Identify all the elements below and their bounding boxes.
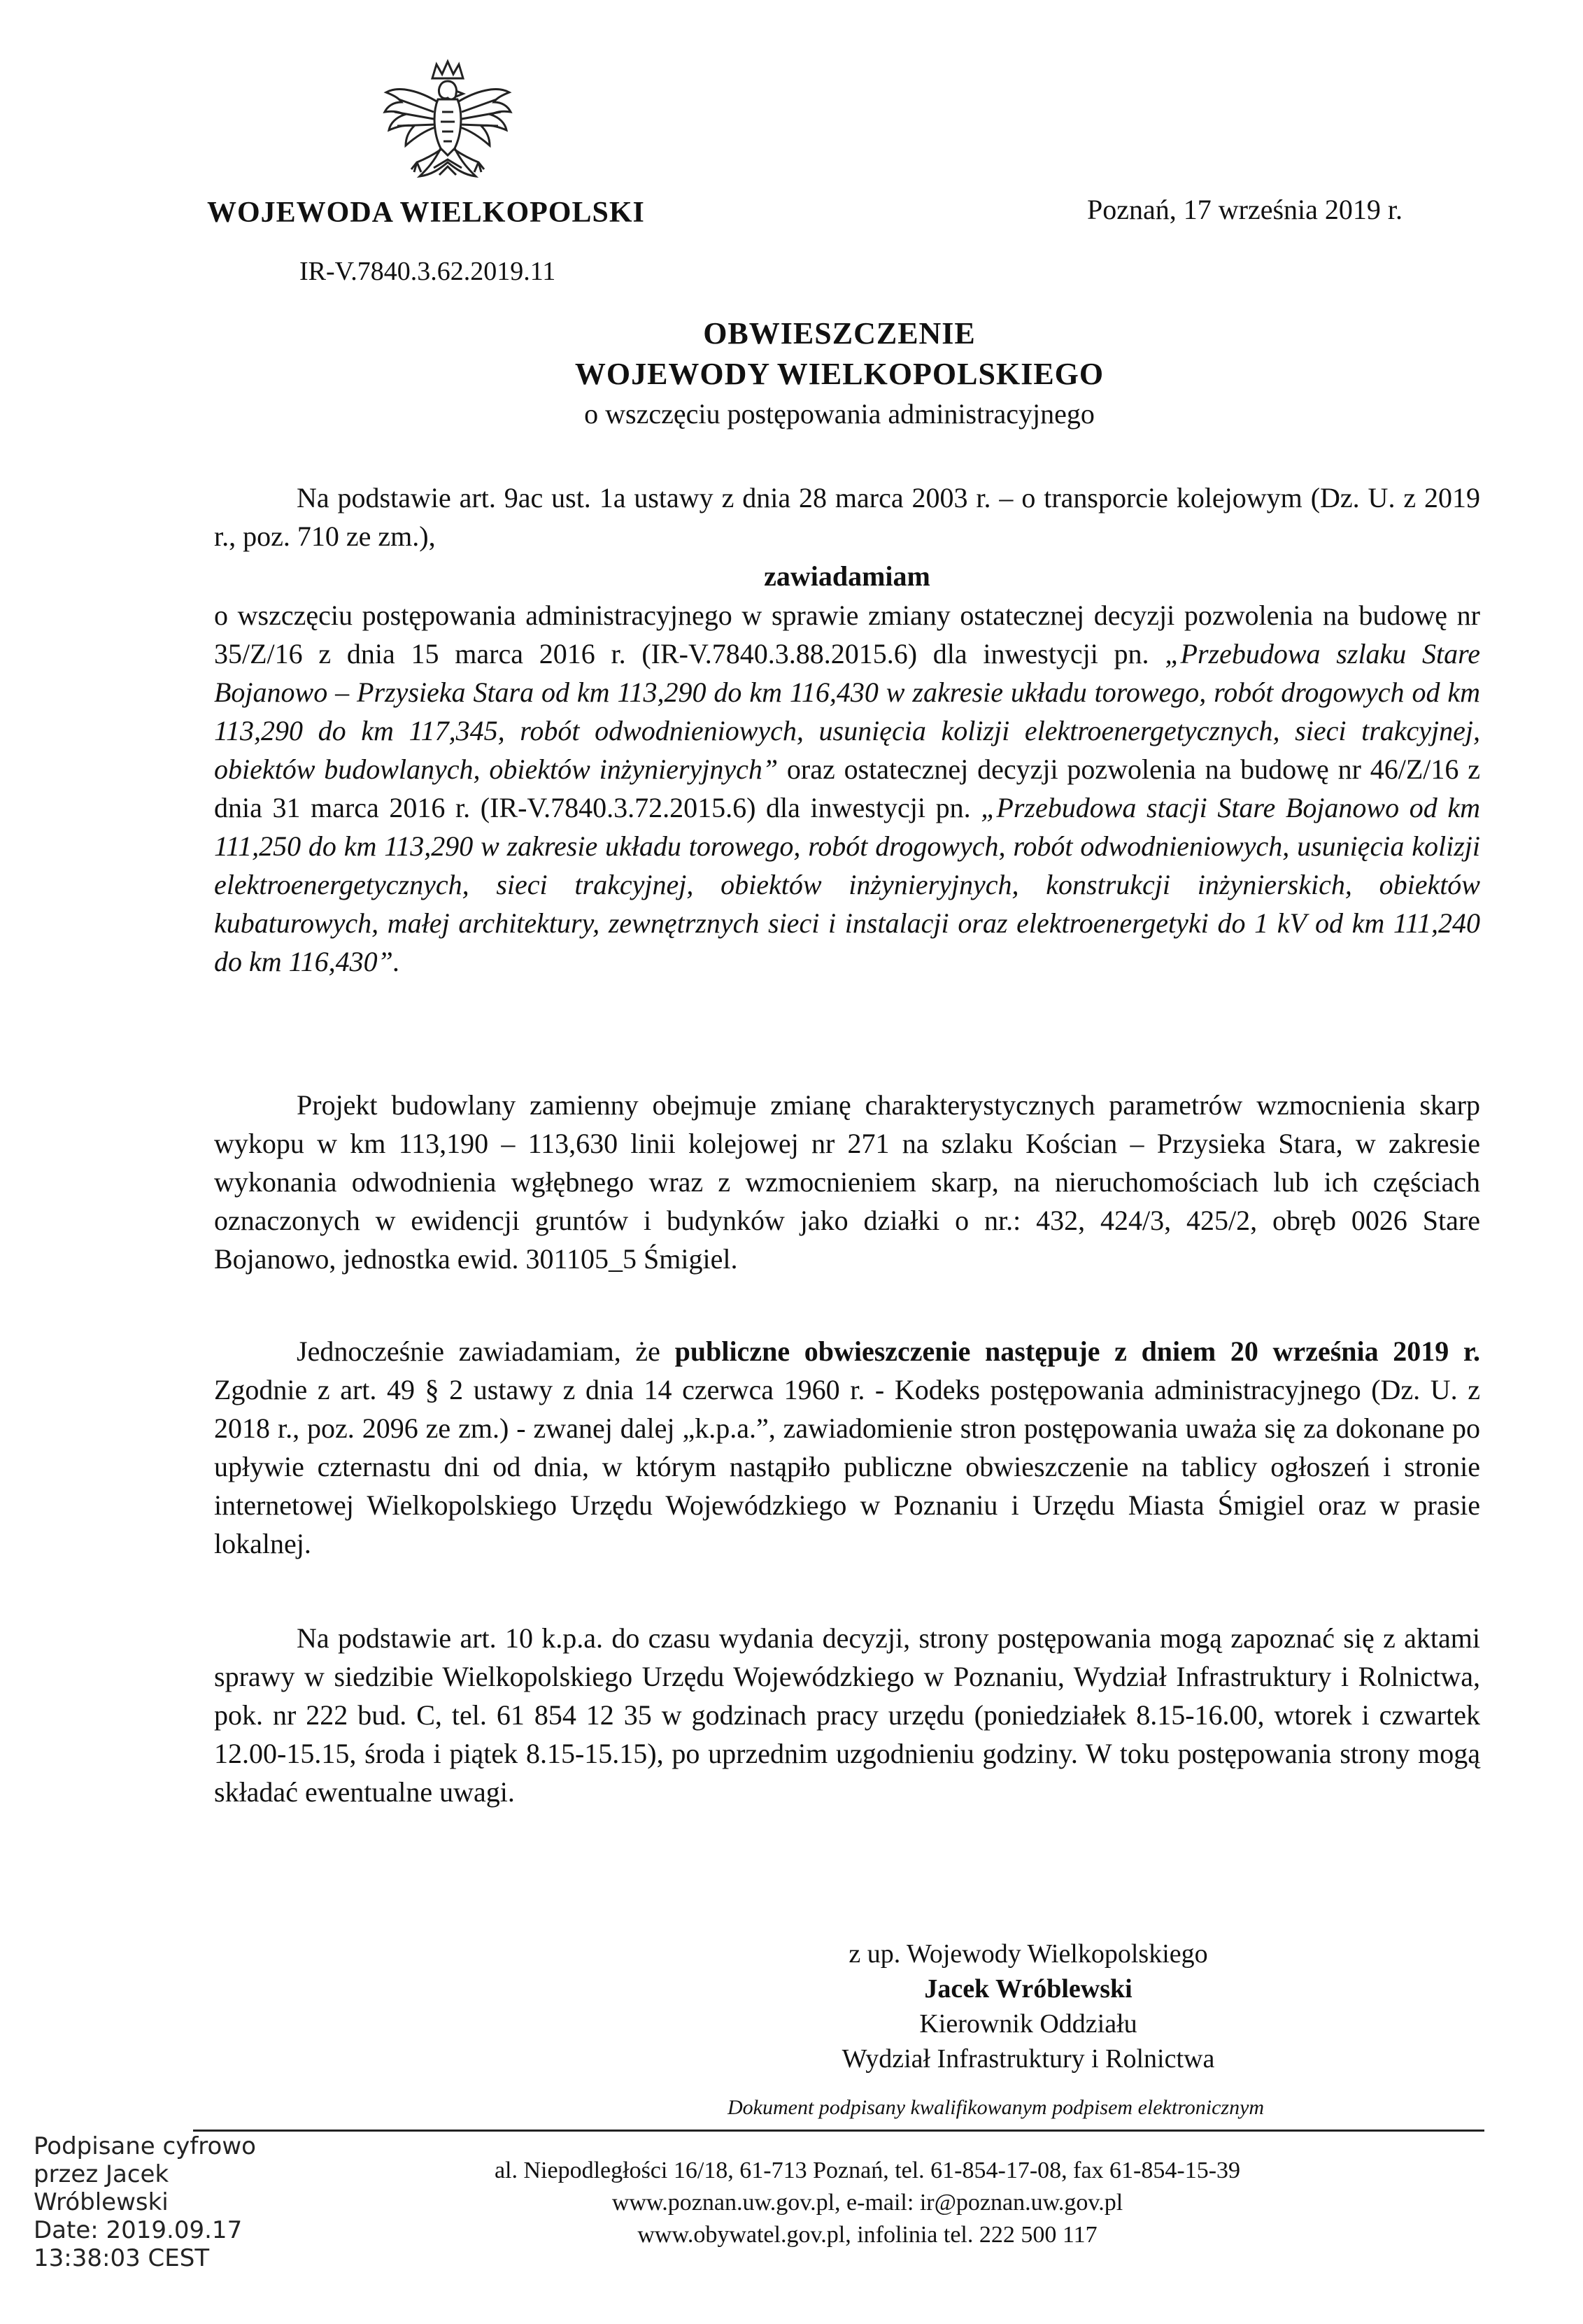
place-and-date: Poznań, 17 września 2019 r. xyxy=(1087,194,1403,225)
signatory-position: Kierownik Oddziału xyxy=(919,2009,1137,2039)
digital-signature-line: przez Jacek xyxy=(34,2160,169,2188)
footer-web-email: www.poznan.uw.gov.pl, e-mail: ir@poznan.uw.gov.pl xyxy=(611,2190,1123,2216)
public-notice-paragraph xyxy=(214,1332,1480,1563)
footer-address: al. Niepodległości 16/18, 61-713 Poznań, tel. 61-854-17-08, fax 61-854-15-39 xyxy=(494,2158,1241,2183)
footer-infoline: www.obywatel.gov.pl, infolinia tel. 222 500 117 xyxy=(637,2222,1098,2248)
announcement-keyword: zawiadamiam xyxy=(764,560,930,592)
signature-block xyxy=(797,1936,1259,2076)
footer-contact xyxy=(378,2155,1357,2251)
investment-name-2: „Przebudowa stacji Stare Bojanowo od km 111,250 do km 113,290 w zakresie układu torowego, robót drogowych, robót odwodnieniowych, usunięcia kolizji elektroenergetycznych, sieci trakcyjnej, obiektów inżynieryjnych, konstrukcji inżynierskich, obiektów kubaturowych, małej architektury, zewnętrznych sieci i instalacji oraz elektroenergetyki do 1 kV od km 111,240 do km 116,430”. xyxy=(214,792,1480,977)
notice-text-a: Jednocześnie zawiadamiam, że xyxy=(297,1335,675,1367)
digital-signature-line: Wróblewski xyxy=(34,2188,169,2216)
document-subtitle: o wszczęciu postępowania administracyjnego xyxy=(584,398,1095,430)
investment-name-1: „Przebudowa szlaku Stare Bojanowo – Przysieka Stara od km 113,290 do km 116,430 w zakresie układu torowego, robót drogowych od km 113,290 do km 117,345, robót odwodnieniowych, usunięcia kolizji elektroenergetycznych, sieci trakcyjnej, obiektów budowlanych, obiektów inżynieryjnych” xyxy=(214,638,1481,785)
document-title: OBWIESZCZENIE xyxy=(703,316,976,350)
issuing-authority: WOJEWODA WIELKOPOLSKI xyxy=(207,197,645,229)
main-text-2: oraz ostatecznej decyzji pozwolenia na budowę nr 46/Z/16 z dnia 31 marca 2016 r. (IR-V.7840.3.72.2015.6) dla inwestycji pn. xyxy=(214,753,1480,823)
document-title-authority: WOJEWODY WIELKOPOLSKIEGO xyxy=(574,357,1105,391)
project-description-paragraph: Projekt budowlany zamienny obejmuje zmianę charakterystycznych parametrów wzmocnienia skarp wykopu w km 113,190 – 113,630 linii kolejowej nr 271 na szlaku Kościan – Przysieka Stara, w zakresie wykonania odwodnienia wgłębnego wraz z wzmocnieniem skarp, na nieruchomościach lub ich częściach oznaczonych w ewidencji gruntów i budynków jako działki o nr.: 432, 424/3, 425/2, obręb 0026 Stare Bojanowo, jednostka ewid. 301105_5 Śmigiel. xyxy=(214,1089,1480,1275)
digital-signature-time: 13:38:03 CEST xyxy=(34,2244,210,2272)
main-text-1: o wszczęciu postępowania administracyjnego w sprawie zmiany ostatecznej decyzji pozwolenia na budowę nr 35/Z/16 z dnia 15 marca 2016 r. (IR-V.7840.3.88.2015.6) dla inwestycji pn. xyxy=(214,600,1480,669)
notice-date-emphasis: publiczne obwieszczenie następuje z dniem 20 września 2019 r. xyxy=(674,1335,1480,1367)
document-title-block xyxy=(210,313,1469,434)
signatory-name: Jacek Wróblewski xyxy=(924,1974,1133,2004)
notice-text-c: Zgodnie z art. 49 § 2 ustawy z dnia 14 czerwca 1960 r. - Kodeks postępowania administracyjnego (Dz. U. z 2018 r., poz. 2096 ze zm.) - zwanej dalej „k.p.a.”, zawiadomienie stron postępowania uważa się za dokonane po upływie czternastu dni od dnia, w którym nastąpiło publiczne obwieszczenie na tablicy ogłoszeń i stronie internetowej Wielkopolskiego Urzędu Wojewódzkiego w Poznaniu i Urzędu Miasta Śmigiel oraz w prasie lokalnej. xyxy=(214,1374,1480,1559)
file-access-paragraph: Na podstawie art. 10 k.p.a. do czasu wydania decyzji, strony postępowania mogą zapoznać się z aktami sprawy w siedzibie Wielkopolskiego Urzędu Wojewódzkiego w Poznaniu, Wydział Infrastruktury i Rolnictwa, pok. nr 222 bud. C, tel. 61 854 12 35 w godzinach pracy urzędu (poniedziałek 8.15-16.00, wtorek i czwartek 12.00-15.15, środa i piątek 8.15-15.15), po uprzednim uzgodnieniu godziny. W toku postępowania strony mogą składać ewentualne uwagi. xyxy=(214,1622,1480,1808)
digital-signature-line: Podpisane cyfrowo xyxy=(34,2132,256,2160)
case-reference-number: IR-V.7840.3.62.2019.11 xyxy=(299,257,556,286)
polish-eagle-emblem-icon xyxy=(378,57,518,201)
digital-signature-stamp xyxy=(34,2132,327,2272)
signature-on-behalf: z up. Wojewody Wielkopolskiego xyxy=(849,1939,1208,1969)
digital-signature-date: Date: 2019.09.17 xyxy=(34,2216,243,2244)
signatory-department: Wydział Infrastruktury i Rolnictwa xyxy=(842,2044,1215,2074)
legal-basis-paragraph: Na podstawie art. 9ac ust. 1a ustawy z dnia 28 marca 2003 r. – o transporcie kolejowym (Dz. U. z 2019 r., poz. 710 ze zm.), xyxy=(214,482,1480,552)
electronic-signature-note: Dokument podpisany kwalifikowanym podpisem elektronicznym xyxy=(727,2096,1265,2119)
footer-divider xyxy=(193,2130,1484,2132)
proceedings-subject-paragraph xyxy=(214,596,1480,981)
